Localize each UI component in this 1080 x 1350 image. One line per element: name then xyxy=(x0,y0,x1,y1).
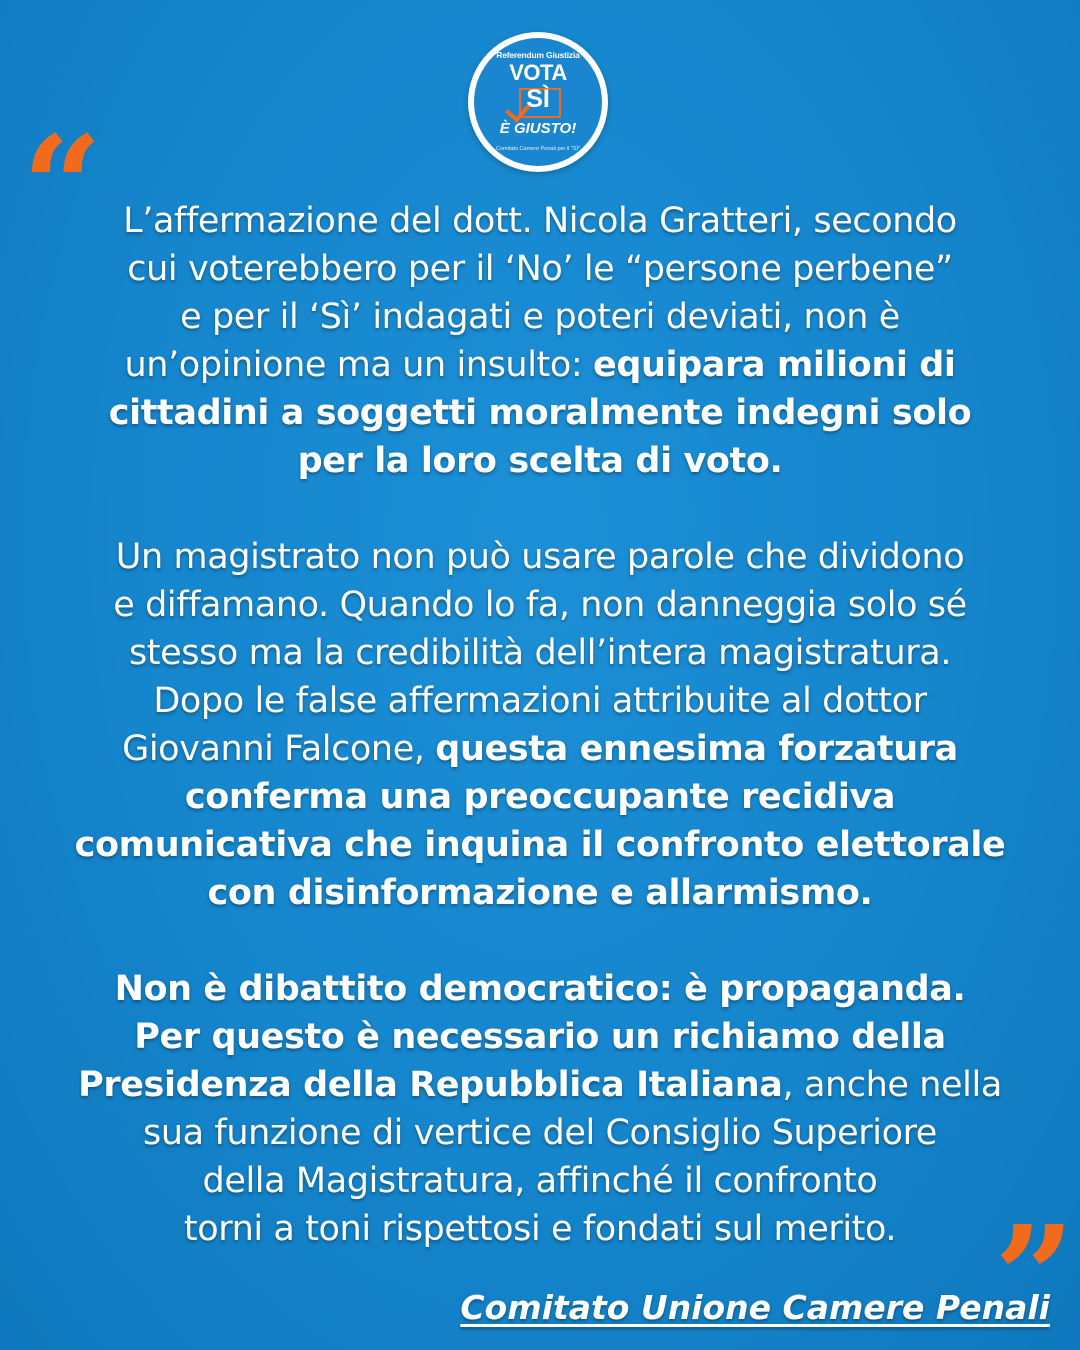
text-bold: Per questo è necessario un richiamo della xyxy=(134,1017,946,1057)
text-line: e diffamano. Quando lo fa, non danneggia solo sé xyxy=(113,585,967,625)
paragraph-1 xyxy=(10,197,1070,485)
text-bold: comunicativa che inquina il confronto elettorale xyxy=(74,825,1006,865)
text-bold: conferma una preoccupante recidiva xyxy=(184,777,896,817)
text-line-bold xyxy=(10,821,1070,869)
text-line xyxy=(10,1061,1070,1109)
close-quote-icon: ” xyxy=(994,1196,1075,1350)
logo-circle xyxy=(474,38,602,166)
signature: Comitato Unione Camere Penali xyxy=(460,1288,1050,1327)
logo-vota-text: VOTA xyxy=(509,60,567,85)
text-bold: Presidenza della Repubblica Italiana xyxy=(78,1065,783,1105)
text-normal: un’opinione ma un insulto: xyxy=(124,345,593,385)
text-line-bold xyxy=(10,869,1070,917)
referendum-logo xyxy=(468,32,608,172)
text-bold: questa ennesima forzatura xyxy=(435,729,958,769)
text-line: torni a toni rispettosi e fondati sul merito. xyxy=(183,1209,897,1249)
logo-top-text: Referendum Giustizia xyxy=(496,50,580,60)
text-bold: Non è dibattito democratico: è propaganda. xyxy=(114,969,966,1009)
logo-giusto-text: È GIUSTO! xyxy=(499,120,577,137)
logo-si-text: SÌ xyxy=(526,85,550,113)
text-line: e per il ‘Sì’ indagati e poteri deviati, non è xyxy=(180,297,900,337)
text-line: stesso ma la credibilità dell’intera magistratura. xyxy=(128,633,952,673)
text-line-bold xyxy=(10,965,1070,1013)
logo-sub-text: Comitato Camere Penali per il "SÌ" xyxy=(496,146,580,152)
paragraph-2 xyxy=(10,533,1070,917)
text-line: Un magistrato non può usare parole che dividono xyxy=(115,537,965,577)
text-bold: equipara milioni di xyxy=(592,345,956,385)
text-line: L’affermazione del dott. Nicola Gratteri, secondo xyxy=(123,201,957,241)
text-line-bold xyxy=(10,1013,1070,1061)
text-line-bold xyxy=(10,389,1070,437)
text-bold: per la loro scelta di voto. xyxy=(297,441,783,481)
text-normal: Giovanni Falcone, xyxy=(122,729,436,769)
text-normal: , anche nella xyxy=(782,1065,1002,1105)
text-bold: cittadini a soggetti moralmente indegni solo xyxy=(108,393,972,433)
text-line: cui voterebbero per il ‘No’ le “persone perbene” xyxy=(127,249,953,289)
open-quote-icon: “ xyxy=(22,106,103,270)
text-bold: con disinformazione e allarmismo. xyxy=(207,873,873,913)
paragraph-3 xyxy=(10,965,1070,1253)
text-line: della Magistratura, affinché il confronto xyxy=(202,1161,878,1201)
text-line xyxy=(10,341,1070,389)
text-line xyxy=(10,725,1070,773)
text-line: Dopo le false affermazioni attribuite al dottor xyxy=(153,681,927,721)
text-line: sua funzione di vertice del Consiglio Superiore xyxy=(143,1113,937,1153)
text-line-bold xyxy=(10,773,1070,821)
text-line-bold xyxy=(10,437,1070,485)
